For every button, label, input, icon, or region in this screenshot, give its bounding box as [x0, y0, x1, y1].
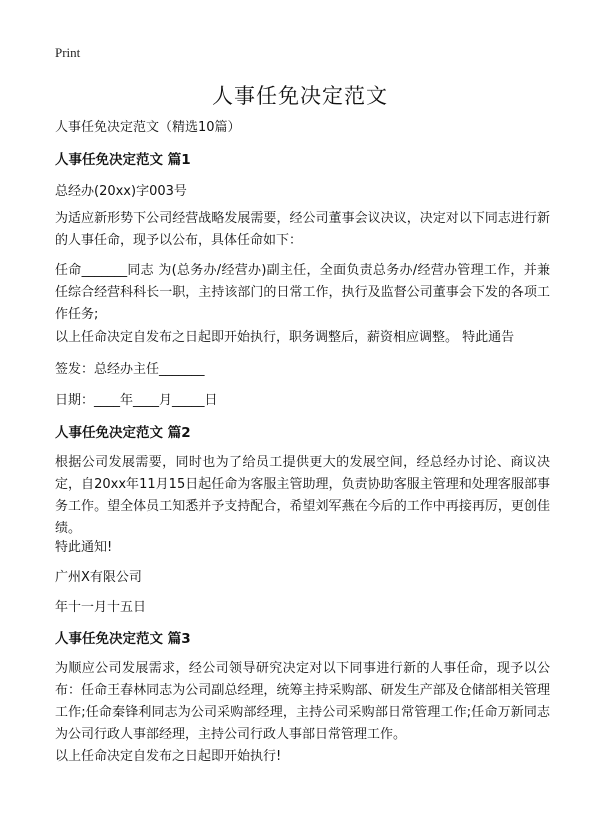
page-title: 人事任免决定范文: [212, 84, 388, 108]
paragraph: 以上任命决定自发布之日起即开始执行!: [55, 749, 282, 764]
paragraph: 为顺应公司发展需求，经公司领导研究决定对以下同事进行新的人事任命，现予以公布：任命王春林同志为公司副总经理，统筹主持采购部、研发生产部及仓储部相关管理工作;任命秦锋利同志为公司采购部经理，主持公司采购部日常管理工作;任命万新同志为公司行政人事部经理，主持公司行政人事部日常管理工作。: [55, 661, 550, 742]
section-heading: 人事任免决定范文 篇3: [55, 631, 191, 647]
paragraph: 广州X有限公司: [55, 570, 142, 585]
document-subtitle: 人事任免决定范文（精选10篇）: [55, 120, 241, 135]
paragraph: 特此通知!: [55, 540, 113, 555]
print-label[interactable]: Print: [55, 45, 81, 60]
section-heading: 人事任免决定范文 篇2: [55, 425, 191, 441]
paragraph: 为适应新形势下公司经营战略发展需要，经公司董事会议决议，决定对以下同志进行新的人事任命，现予以公布，具体任命如下：: [55, 211, 550, 248]
paragraph: 签发：总经办主任_______: [55, 362, 205, 377]
paragraph: 任命_______同志 为(总务办/经营办)副主任，全面负责总务办/经营办管理工作，并兼任综合经营科科长一职，主持该部门的日常工作，执行及监督公司董事会下发的各项工作任务;: [55, 263, 550, 322]
paragraph: 以上任命决定自发布之日起即开始执行，职务调整后，薪资相应调整。 特此通告: [55, 330, 515, 345]
paragraph: 年十一月十五日: [55, 600, 147, 615]
paragraph: 总经办(20xx)字003号: [55, 184, 187, 199]
paragraph: 日期：____年____月_____日: [55, 393, 218, 408]
paragraph: 根据公司发展需要，同时也为了给员工提供更大的发展空间，经总经办讨论、商议决定，自20xx年11月15日起任命为客服主管助理，负责协助客服主管理和处理客服部事务工作。望全体员工知悉并予支持配合，希望刘军燕在今后的工作中再接再厉，更创佳绩。: [55, 455, 550, 536]
section-heading: 人事任免决定范文 篇1: [55, 152, 191, 168]
